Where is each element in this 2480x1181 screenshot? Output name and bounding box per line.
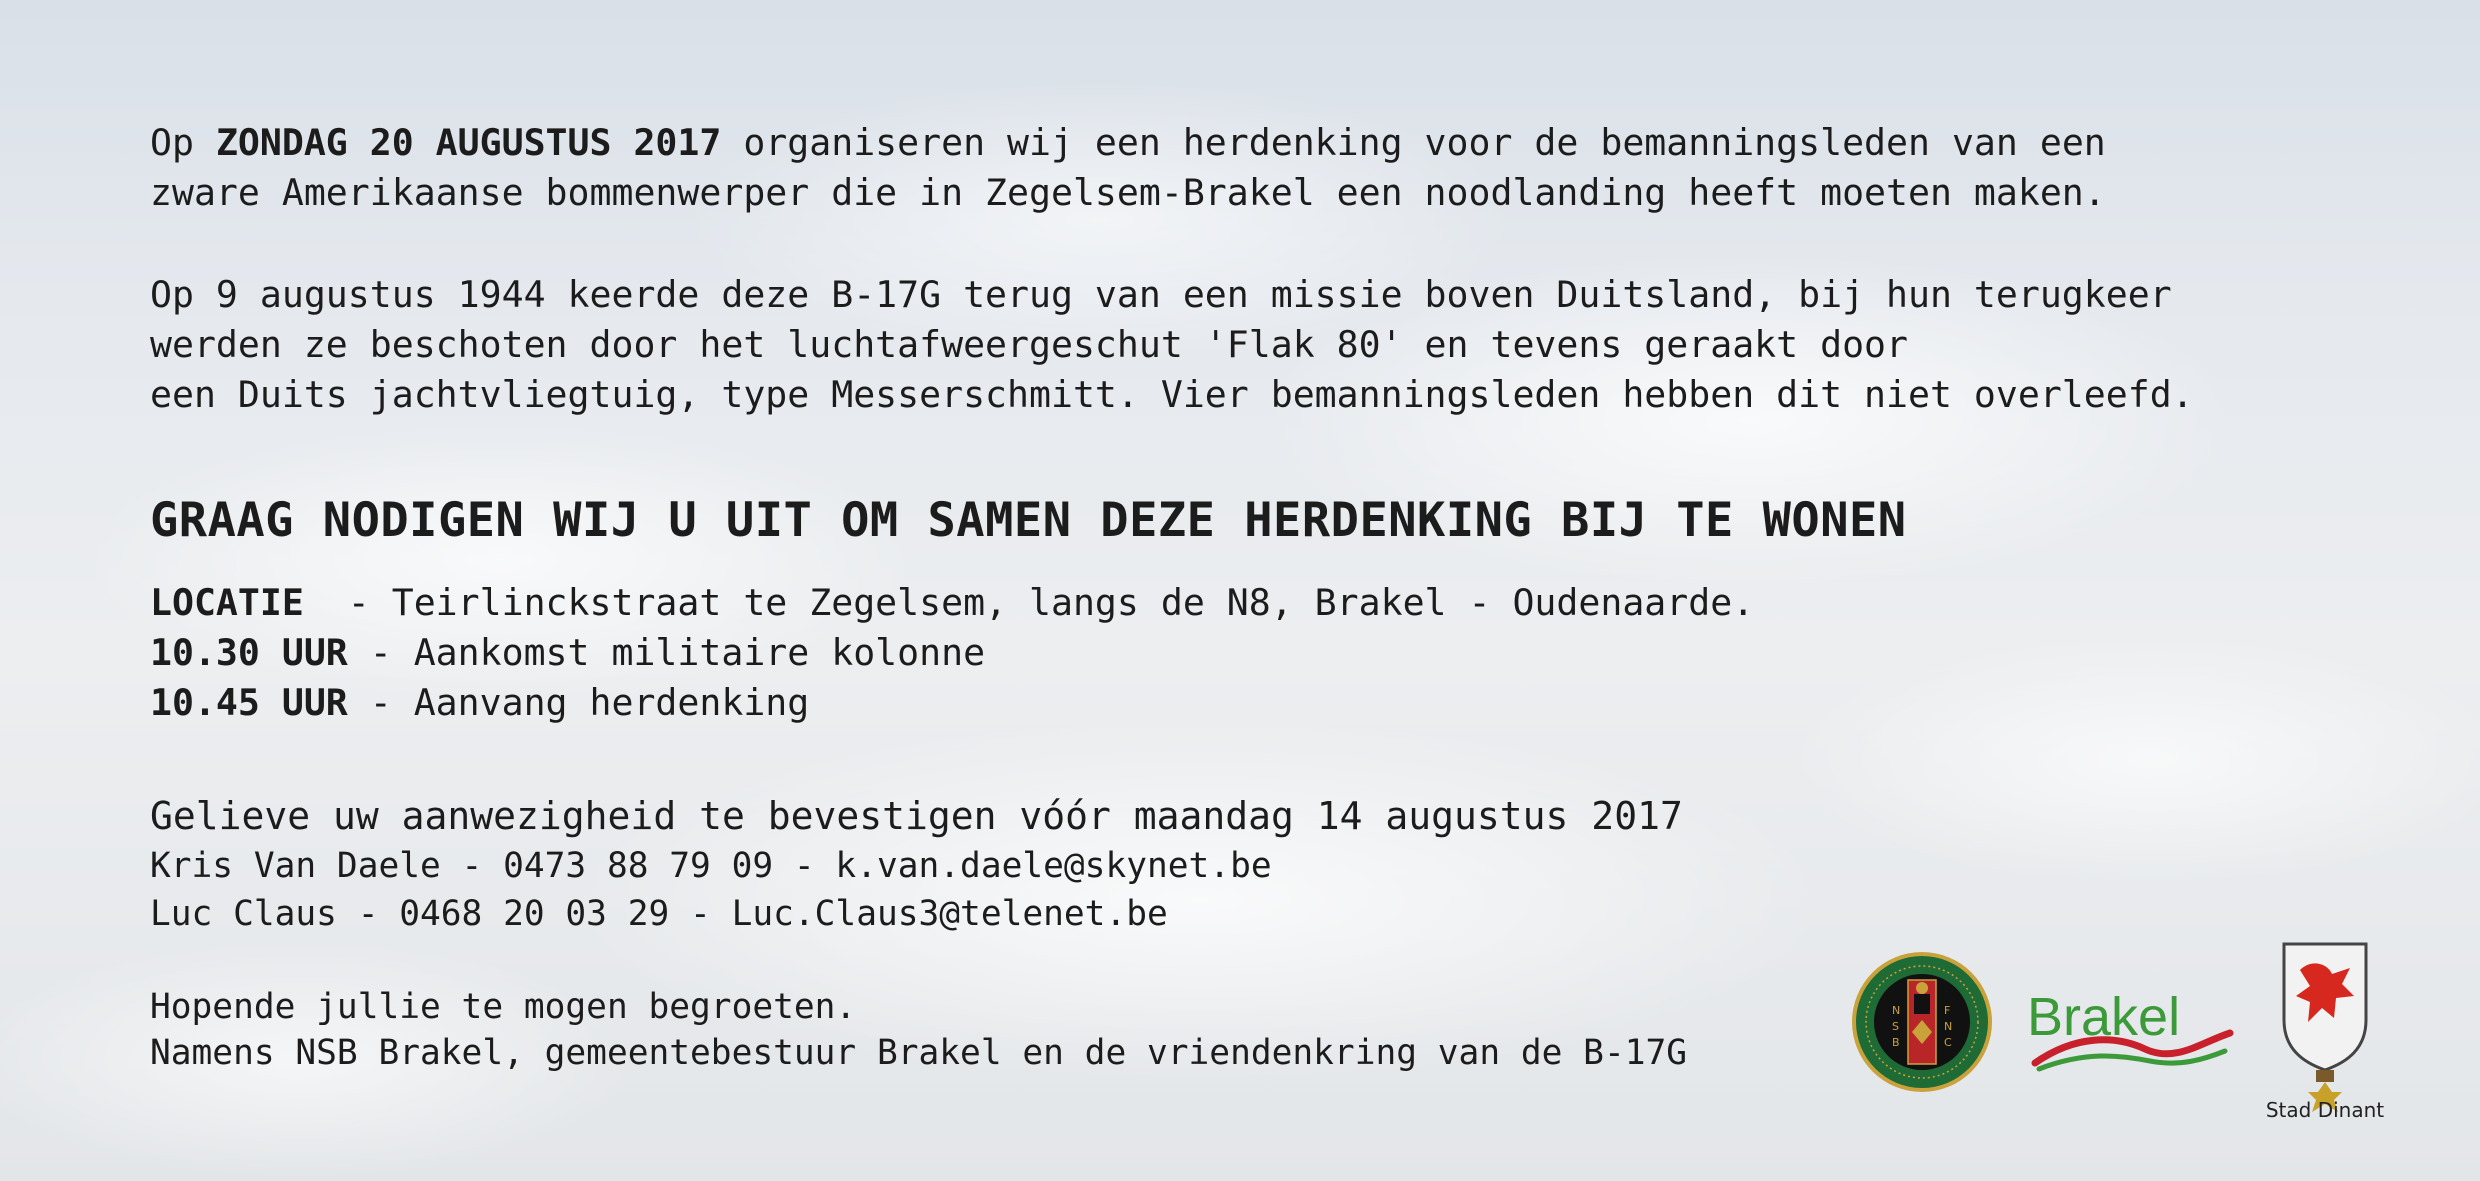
event-date: ZONDAG 20 AUGUSTUS 2017 <box>215 121 722 164</box>
detail-label: 10.45 UUR <box>150 681 348 724</box>
sponsor-logos <box>1850 940 2410 1160</box>
detail-label: 10.30 UUR <box>150 631 348 674</box>
nsb-seal-logo <box>1850 950 1994 1094</box>
detail-text: - Aankomst militaire kolonne <box>347 631 986 674</box>
svg-text:Brakel: Brakel <box>2027 987 2181 1047</box>
event-details <box>150 578 1754 728</box>
svg-text:C: C <box>1944 1036 1952 1049</box>
closing-signature: Namens NSB Brakel, gemeentebestuur Brakel en de vriendenkring van de B-17G <box>150 1033 1688 1073</box>
svg-text:F: F <box>1944 1004 1951 1017</box>
history-line-1: Op 9 augustus 1944 keerde deze B-17G terug van een missie boven Duitsland, bij hun terugkeer <box>150 273 2172 316</box>
intro-prefix: Op <box>150 121 216 164</box>
closing-section <box>150 984 1687 1076</box>
detail-row-arrival <box>150 628 1754 678</box>
brakel-logo <box>2025 985 2235 1075</box>
svg-text:N: N <box>1892 1004 1901 1017</box>
svg-text:S: S <box>1892 1020 1899 1033</box>
history-line-3: een Duits jachtvliegtuig, type Messerschmitt. Vier bemanningsleden hebben dit niet overleefd. <box>150 373 2194 416</box>
history-line-2: werden ze beschoten door het luchtafweergeschut 'Flak 80' en tevens geraakt door <box>150 323 1908 366</box>
svg-text:B: B <box>1892 1036 1900 1049</box>
contact-kris: Kris Van Daele - 0473 88 79 09 - k.van.daele@skynet.be <box>150 846 1272 886</box>
detail-row-location <box>150 578 1754 628</box>
detail-text: - Aanvang herdenking <box>347 681 810 724</box>
intro-line-2: zware Amerikaanse bommenwerper die in Zegelsem-Brakel een noodlanding heeft moeten maken. <box>150 171 2106 214</box>
history-paragraph <box>150 270 2194 420</box>
invitation-heading: GRAAG NODIGEN WIJ U UIT OM SAMEN DEZE HERDENKING BIJ TE WONEN <box>150 493 1907 548</box>
intro-paragraph <box>150 118 2106 218</box>
contact-luc: Luc Claus - 0468 20 03 29 - Luc.Claus3@telenet.be <box>150 894 1168 934</box>
rsvp-request: Gelieve uw aanwezigheid te bevestigen vóór maandag 14 augustus 2017 <box>150 794 1683 838</box>
intro-suffix: organiseren wij een herdenking voor de bemanningsleden van een <box>721 121 2106 164</box>
detail-label: LOCATIE <box>150 581 326 624</box>
detail-row-start <box>150 678 1754 728</box>
detail-text: - Teirlinckstraat te Zegelsem, langs de N8, Brakel - Oudenaarde. <box>325 581 1755 624</box>
rsvp-section <box>150 790 1683 938</box>
svg-text:N: N <box>1944 1020 1953 1033</box>
intro-line-1 <box>150 118 2106 168</box>
closing-greeting: Hopende jullie te mogen begroeten. <box>150 987 857 1027</box>
dinant-caption: Stad Dinant <box>2265 1098 2385 1122</box>
